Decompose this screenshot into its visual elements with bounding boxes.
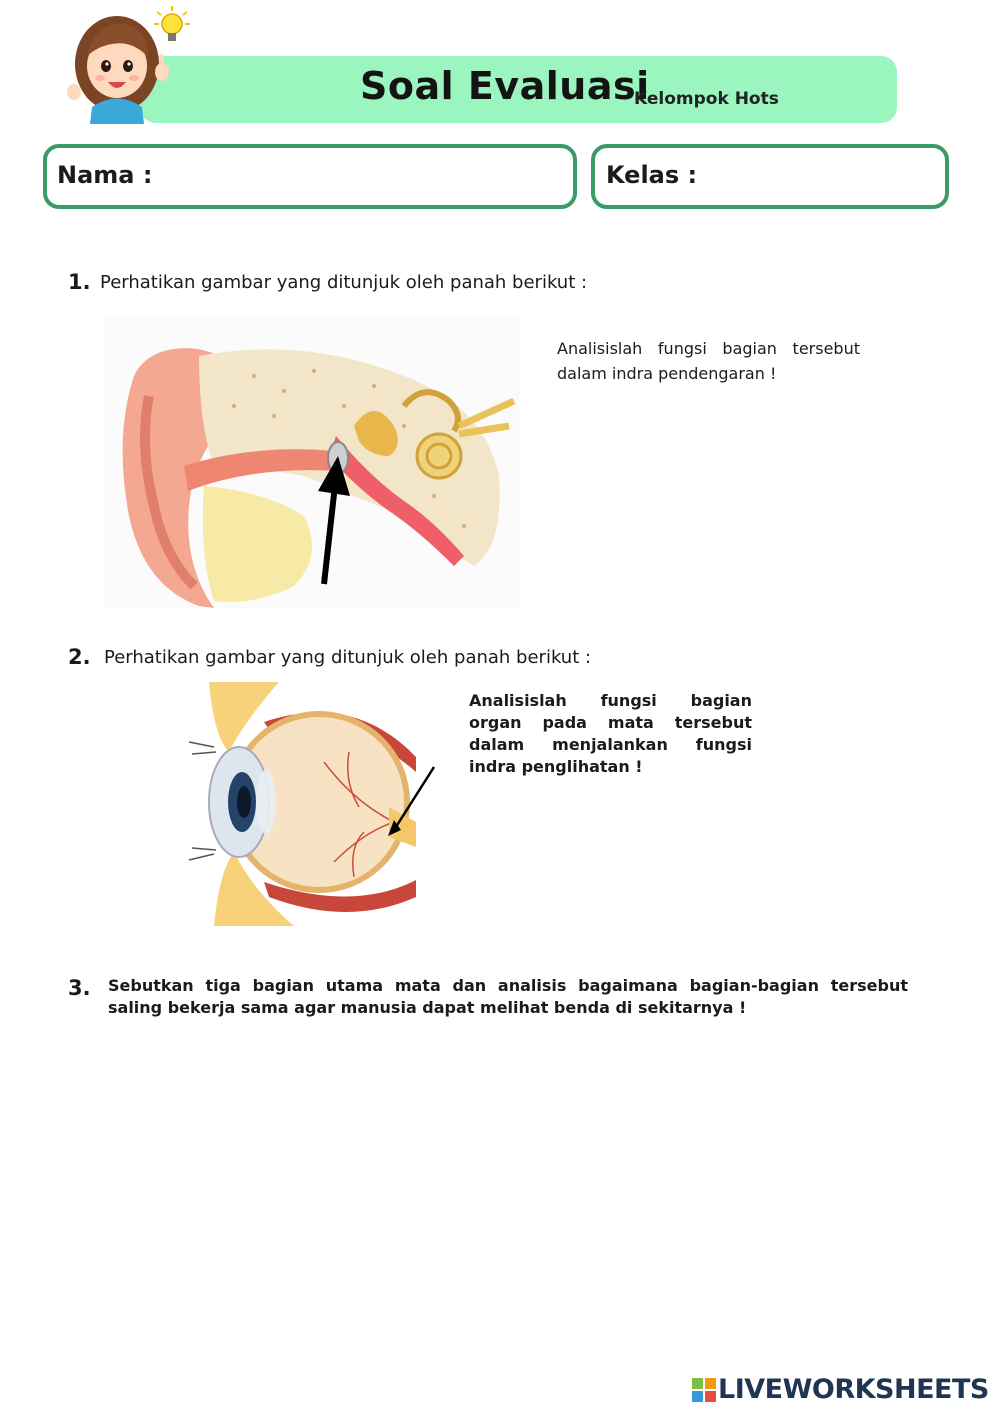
page-subtitle: Kelompok Hots: [634, 89, 779, 109]
question-2-instruction: Analisislah fungsi bagian organ pada mata tersebut dalam menjalankan fungsi indra penglihatan !: [469, 691, 752, 776]
question-3-number: 3.: [68, 976, 91, 1000]
liveworksheets-logo-icon: [692, 1378, 716, 1402]
footer-brand[interactable]: LIVEWORKSHEETS: [718, 1374, 989, 1405]
question-1-prompt: Perhatikan gambar yang ditunjuk oleh panah berikut :: [100, 272, 588, 293]
question-2-prompt: Perhatikan gambar yang ditunjuk oleh panah berikut :: [104, 647, 592, 668]
nama-label: Nama :: [57, 161, 153, 189]
page-title: Soal Evaluasi: [360, 64, 650, 108]
question-2-number: 2.: [68, 645, 91, 669]
kelas-label: Kelas :: [606, 161, 698, 189]
question-1-number: 1.: [68, 270, 91, 294]
question-1-instruction: Analisislah fungsi bagian tersebut dalam indra pendengaran !: [557, 339, 860, 383]
eye-anatomy-image: [184, 682, 438, 926]
ear-anatomy-image: [104, 316, 520, 608]
girl-mascot-icon: [62, 2, 197, 124]
question-3-prompt: Sebutkan tiga bagian utama mata dan analisis bagaimana bagian-bagian tersebut saling bekerja sama agar manusia dapat melihat benda di sekitarnya !: [108, 976, 908, 1017]
light-bulb-icon: [154, 6, 190, 41]
